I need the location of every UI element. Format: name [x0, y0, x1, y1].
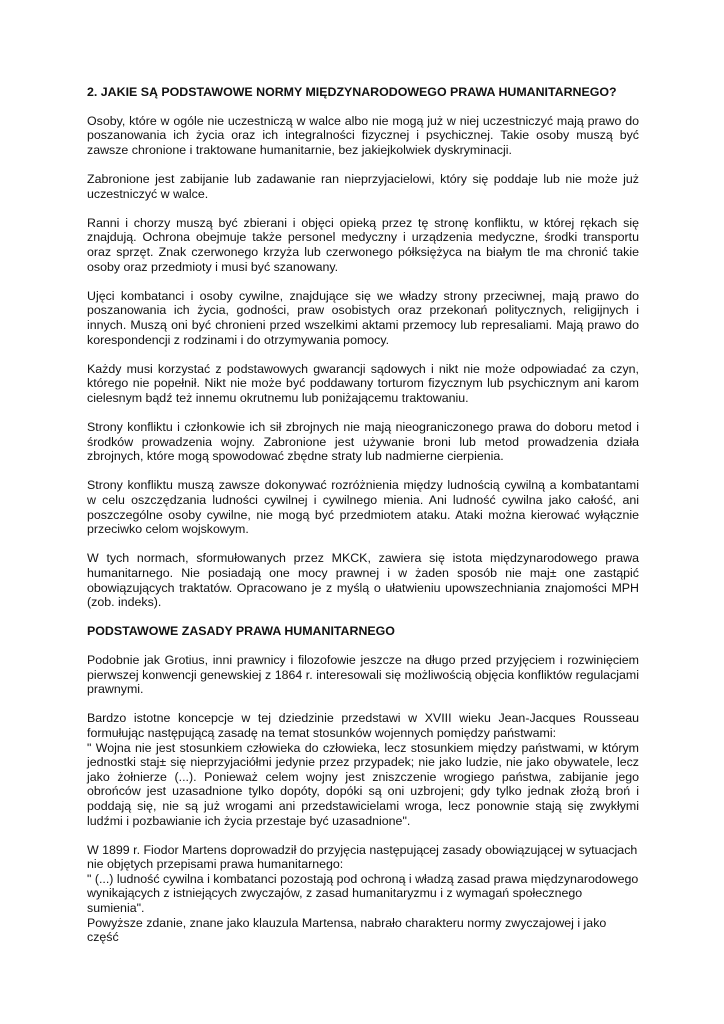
paragraph: Każdy musi korzystać z podstawowych gwarancji sądowych i nikt nie może odpowiadać za czyn, którego nie popełnił. Nikt nie może być poddawany torturom fizycznym lub psychicznym ani karom cielesnym bądź też innemu okrutnemu lub poniżającemu traktowaniu.: [87, 361, 639, 405]
paragraph: Strony konfliktu i członkowie ich sił zbrojnych nie mają nieograniczonego prawa do doboru metod i środków prowadzenia wojny. Zabronione jest używanie broni lub metod prowadzenia działa zbrojnych, które mogą spowodować zbędne straty lub nadmierne cierpienia.: [87, 420, 639, 464]
martens-line: " (...) ludność cywilna i kombatanci pozostają pod ochroną i władzą zasad prawa międzynarodowego: [87, 871, 639, 886]
martens-line: nie objętych przepisami prawa humanitarnego:: [87, 857, 344, 872]
paragraph: Osoby, które w ogóle nie uczestniczą w walce albo nie mogą już w niej uczestniczyć mają prawo do poszanowania ich życia oraz ich integralności fizycznej i psychicznej. Takie osoby muszą być zawsze chronione i traktowane humanitarnie, bez jakiejkolwiek dyskryminacji.: [87, 113, 639, 157]
rousseau-quote: " Wojna nie jest stosunkiem człowieka do człowieka, lecz stosunkiem między państwami, w którym jednostki staj± się nieprzyjaciółmi jedynie przez przypadek; nie jako ludzie, nie jako obywatele, lecz jako żołnierze (...). Ponieważ celem wojny jest zniszczenie wrogiego państwa, zabijanie jego obrońców jest uzasadnione tylko dopóty, dopóki są oni uzbrojeni; gdy tylko jednak złożą broń i poddają się, nie są już wrogami ani przedstawicielami wroga, lecz ponownie stają się zwykłymi ludźmi i pozbawianie ich życia przestaje być uzasadnione".: [87, 740, 639, 828]
document-page: [87, 85, 639, 945]
paragraph: Ujęci kombatanci i osoby cywilne, znajdujące się we władzy strony przeciwnej, mają prawo do poszanowania ich życia, godności, praw osobistych oraz przekonań politycznych, religijnych i innych. Muszą oni być chronieni przed wszelkimi aktami przemocy lub represaliami. Mają prawo do korespondencji z rodzinami i do otrzymywania pomocy.: [87, 288, 639, 347]
section-heading-norms: 2. JAKIE SĄ PODSTAWOWE NORMY MIĘDZYNARODOWEGO PRAWA HUMANITARNEGO?: [87, 85, 617, 99]
paragraph-rousseau: [87, 711, 639, 828]
rousseau-intro: Bardzo istotne koncepcje w tej dziedzinie przedstawi w XVIII wieku Jean-Jacques Rousseau formułując następującą zasadę na temat stosunków wojennych pomiędzy państwami:: [87, 711, 639, 740]
paragraph-martens: [87, 843, 639, 945]
paragraph: W tych normach, sformułowanych przez MKCK, zawiera się istota międzynarodowego prawa humanitarnego. Nie posiadają one mocy prawnej i w żaden sposób nie maj± one zastąpić obowiązujących traktatów. Opracowano je z myślą o ułatwieniu upowszechniania znajomości MPH (zob. indeks).: [87, 551, 639, 610]
paragraph: Zabronione jest zabijanie lub zadawanie ran nieprzyjacielowi, który się poddaje lub nie może już uczestniczyć w walce.: [87, 171, 639, 201]
paragraph-grotius: Podobnie jak Grotius, inni prawnicy i filozofowie jeszcze na długo przed przyjęciem i rozwinięciem pierwszej konwencji genewskiej z 1864 r. interesowali się możliwością objęcia konfliktów regulacjami prawnymi.: [87, 652, 639, 697]
section-heading-principles: PODSTAWOWE ZASADY PRAWA HUMANITARNEGO: [87, 624, 395, 639]
martens-line: W 1899 r. Fiodor Martens doprowadził do przyjęcia następującej zasady obowiązującej w sytuacjach: [87, 842, 638, 857]
paragraph: Ranni i chorzy muszą być zbierani i objęci opieką przez tę stronę konfliktu, w której rękach się znajdują. Ochrona obejmuje także personel medyczny i urządzenia medyczne, środki transportu oraz sprzęt. Znak czerwonego krzyża lub czerwonego półksiężyca na białym tle ma chronić takie osoby oraz przedmioty i musi być szanowany.: [87, 215, 639, 274]
martens-line: wynikających z istniejących zwyczajów, z zasad humanitaryzmu i z wymagań społecznego sumienia".: [87, 886, 583, 916]
martens-line: Powyższe zdanie, znane jako klauzula Martensa, nabrało charakteru normy zwyczajowej i jako część: [87, 915, 607, 945]
paragraph: Strony konfliktu muszą zawsze dokonywać rozróżnienia między ludnością cywilną a kombatantami w celu oszczędzania ludności cywilnej i cywilnego mienia. Ani ludność cywilna jako całość, ani poszczególne osoby cywilne, nie mogą być przedmiotem ataku. Ataki można kierować wyłącznie przeciwko celom wojskowym.: [87, 478, 639, 537]
